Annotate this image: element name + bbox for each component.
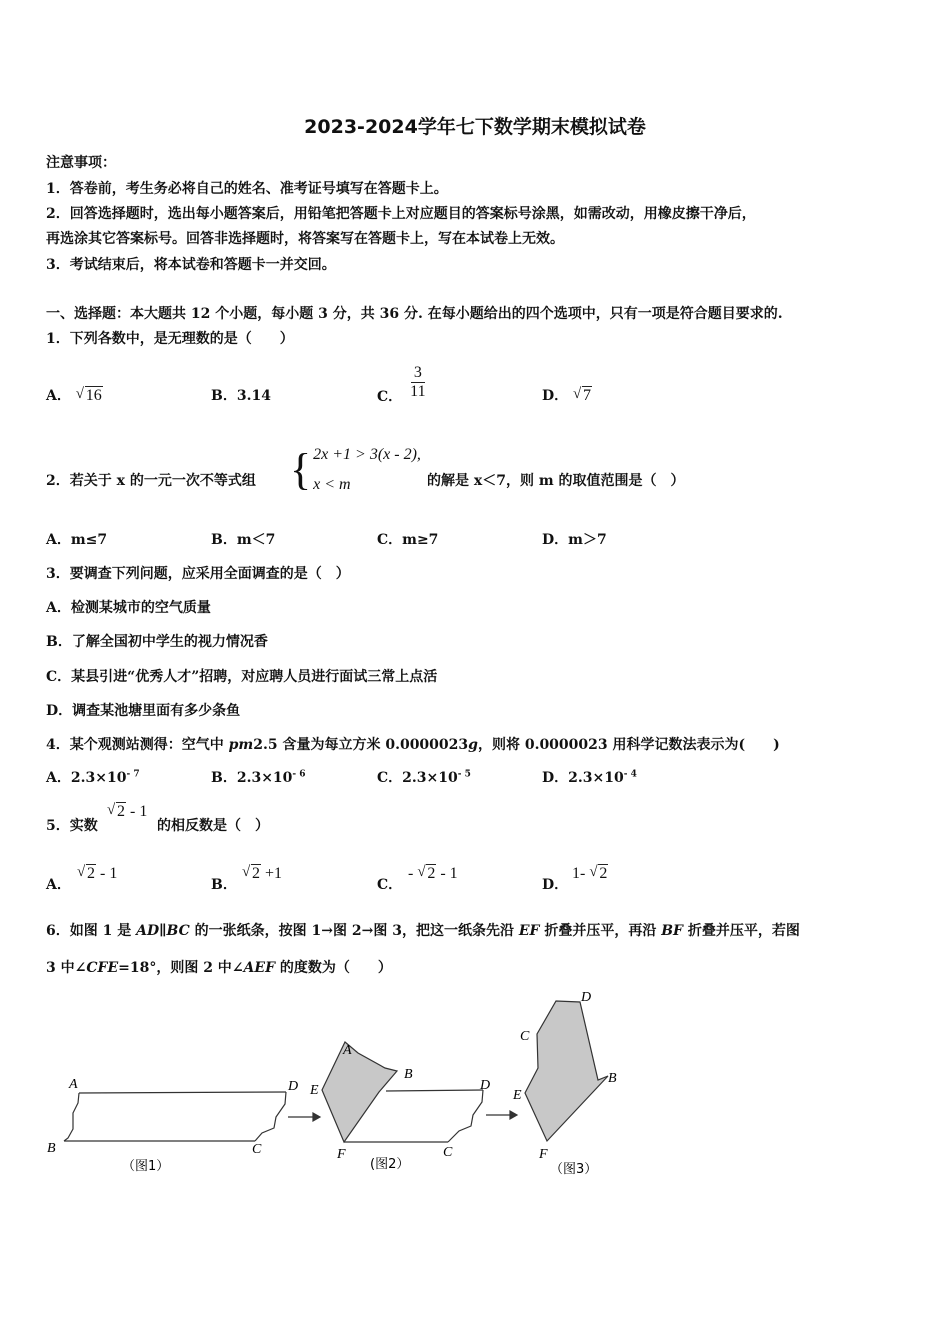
- notice-item-2-cont: 再选涂其它答案标号。回答非选择题时，将答案写在答题卡上，写在本试卷上无效。: [46, 231, 564, 247]
- fig1-label-c: C: [252, 1142, 262, 1157]
- fig3-caption: （图3）: [550, 1162, 598, 1177]
- q1-d-radicand: 7: [583, 387, 592, 404]
- q2-prefix: 2．若关于 x 的一元一次不等式组: [46, 473, 256, 489]
- q4-option-d: D．$2.3\times 10^{- 4}$: [542, 769, 637, 786]
- q2-option-a: A．m≤7: [46, 532, 108, 548]
- figure-3: [525, 1001, 608, 1141]
- q3-option-c: C．某县引进“优秀人才”招聘，对应聘人员进行面试三常上点活: [46, 669, 438, 685]
- fig2-label-b: B: [404, 1067, 413, 1082]
- q5-suffix: 的相反数是（ ）: [157, 818, 269, 834]
- fig2-label-e: E: [310, 1083, 319, 1098]
- q2-option-b: B．m＜7: [211, 532, 276, 548]
- q4-stem: 4．某个观测站测得：空气中 pm2.5 含量为每立方米 0.0000023g，则将 0.0000023 用科学记数法表示为( ): [46, 737, 780, 753]
- q5-option-c-label: C．: [377, 877, 403, 893]
- q1-option-b: B．3.14: [211, 388, 271, 404]
- fig2-label-f: F: [337, 1147, 346, 1162]
- q1-c-fraction: $\frac{3}{11}$: [410, 363, 426, 400]
- notice-heading: 注意事项：: [46, 155, 116, 171]
- q5-expression: √ 2 - 1: [107, 802, 148, 820]
- q5-option-b: √ 2 +1: [242, 864, 283, 882]
- q2-system-line-1: 2x +1 > 3(x - 2),: [313, 446, 421, 463]
- q4-option-a: A．$2.3\times 10^{- 7}$: [46, 769, 140, 786]
- fig1-label-a: A: [69, 1077, 78, 1092]
- fig2-label-a: A: [343, 1043, 352, 1058]
- notice-item-3: 3．考试结束后，将本试卷和答题卡一并交回。: [46, 257, 336, 273]
- q1-a-radicand: 16: [85, 387, 102, 404]
- fig3-label-b: B: [608, 1071, 617, 1086]
- q5-option-a-label: A．: [46, 877, 71, 893]
- q4-option-c: C．$2.3\times 10^{- 5}$: [377, 769, 471, 786]
- q1-option-c: C． $\frac{3}{11}$: [377, 363, 426, 405]
- q1-option-a: A． √ 16: [46, 386, 102, 404]
- fig2-label-c: C: [443, 1145, 453, 1160]
- q5-prefix: 5．实数: [46, 818, 98, 834]
- q3-option-a: A．检测某城市的空气质量: [46, 600, 211, 616]
- notice-item-1: 1．答卷前，考生务必将自己的姓名、准考证号填写在答题卡上。: [46, 181, 448, 197]
- q4-option-b: B．$2.3\times 10^{- 6}$: [211, 769, 306, 786]
- q3-option-d: D．调查某池塘里面有多少条鱼: [46, 703, 241, 719]
- q1-option-d: D． √ 7: [542, 386, 592, 404]
- fig3-label-f: F: [539, 1147, 548, 1162]
- fig1-label-b: B: [47, 1141, 56, 1156]
- q6-figure: [40, 980, 640, 1185]
- fig2-caption: (图2）: [370, 1157, 410, 1172]
- q6-stem-line-1: 6．如图 1 是 AD∥BC 的一张纸条，按图 1→图 2→图 3，把这一纸条先沿 EF 折叠并压平，再沿 BF 折叠并压平，若图: [46, 923, 800, 939]
- q2-option-d: D．m＞7: [542, 532, 607, 548]
- fig1-label-d: D: [288, 1079, 299, 1094]
- q3-stem: 3．要调查下列问题，应采用全面调查的是（ ）: [46, 566, 350, 582]
- brace-icon: {: [290, 445, 312, 494]
- q2-suffix: 的解是 x＜7，则 m 的取值范围是（ ）: [427, 473, 685, 489]
- figure-1: [64, 1092, 286, 1141]
- q5-option-c: - √ 2 - 1: [408, 864, 458, 882]
- q3-option-b: B．了解全国初中学生的视力情况香: [46, 634, 268, 650]
- fig2-label-d: D: [480, 1078, 491, 1093]
- fig3-label-e: E: [513, 1088, 522, 1103]
- q5-option-a: √ 2 - 1: [77, 864, 118, 882]
- q5-option-d: 1- √ 2: [572, 864, 608, 882]
- arrow-icon: [486, 1111, 517, 1119]
- section-heading: 一、选择题：本大题共 12 个小题，每小题 3 分，共 36 分. 在每小题给出的四个选项中，只有一项是符合题目要求的.: [46, 306, 783, 322]
- q2-system-line-2: x < m: [313, 476, 351, 493]
- notice-item-2: 2．回答选择题时，选出每小题答案后，用铅笔把答题卡上对应题目的答案标号涂黑，如需改动，用橡皮擦干净后，: [46, 206, 756, 222]
- q5-option-b-label: B．: [211, 877, 237, 893]
- fig3-label-d: D: [581, 990, 592, 1005]
- fig1-caption: （图1）: [122, 1159, 170, 1174]
- q2-inequality-system: [290, 440, 421, 500]
- q1-stem: 1．下列各数中，是无理数的是（ ）: [46, 331, 294, 347]
- arrow-icon: [288, 1113, 320, 1121]
- q6-stem-line-2: 3 中∠CFE=18°，则图 2 中∠AEF 的度数为（ ）: [46, 960, 392, 976]
- page-title: 2023-2024学年七下数学期末模拟试卷: [304, 116, 646, 138]
- q2-option-c: C．m≥7: [377, 532, 439, 548]
- q5-option-d-label: D．: [542, 877, 569, 893]
- fig3-label-c: C: [520, 1029, 530, 1044]
